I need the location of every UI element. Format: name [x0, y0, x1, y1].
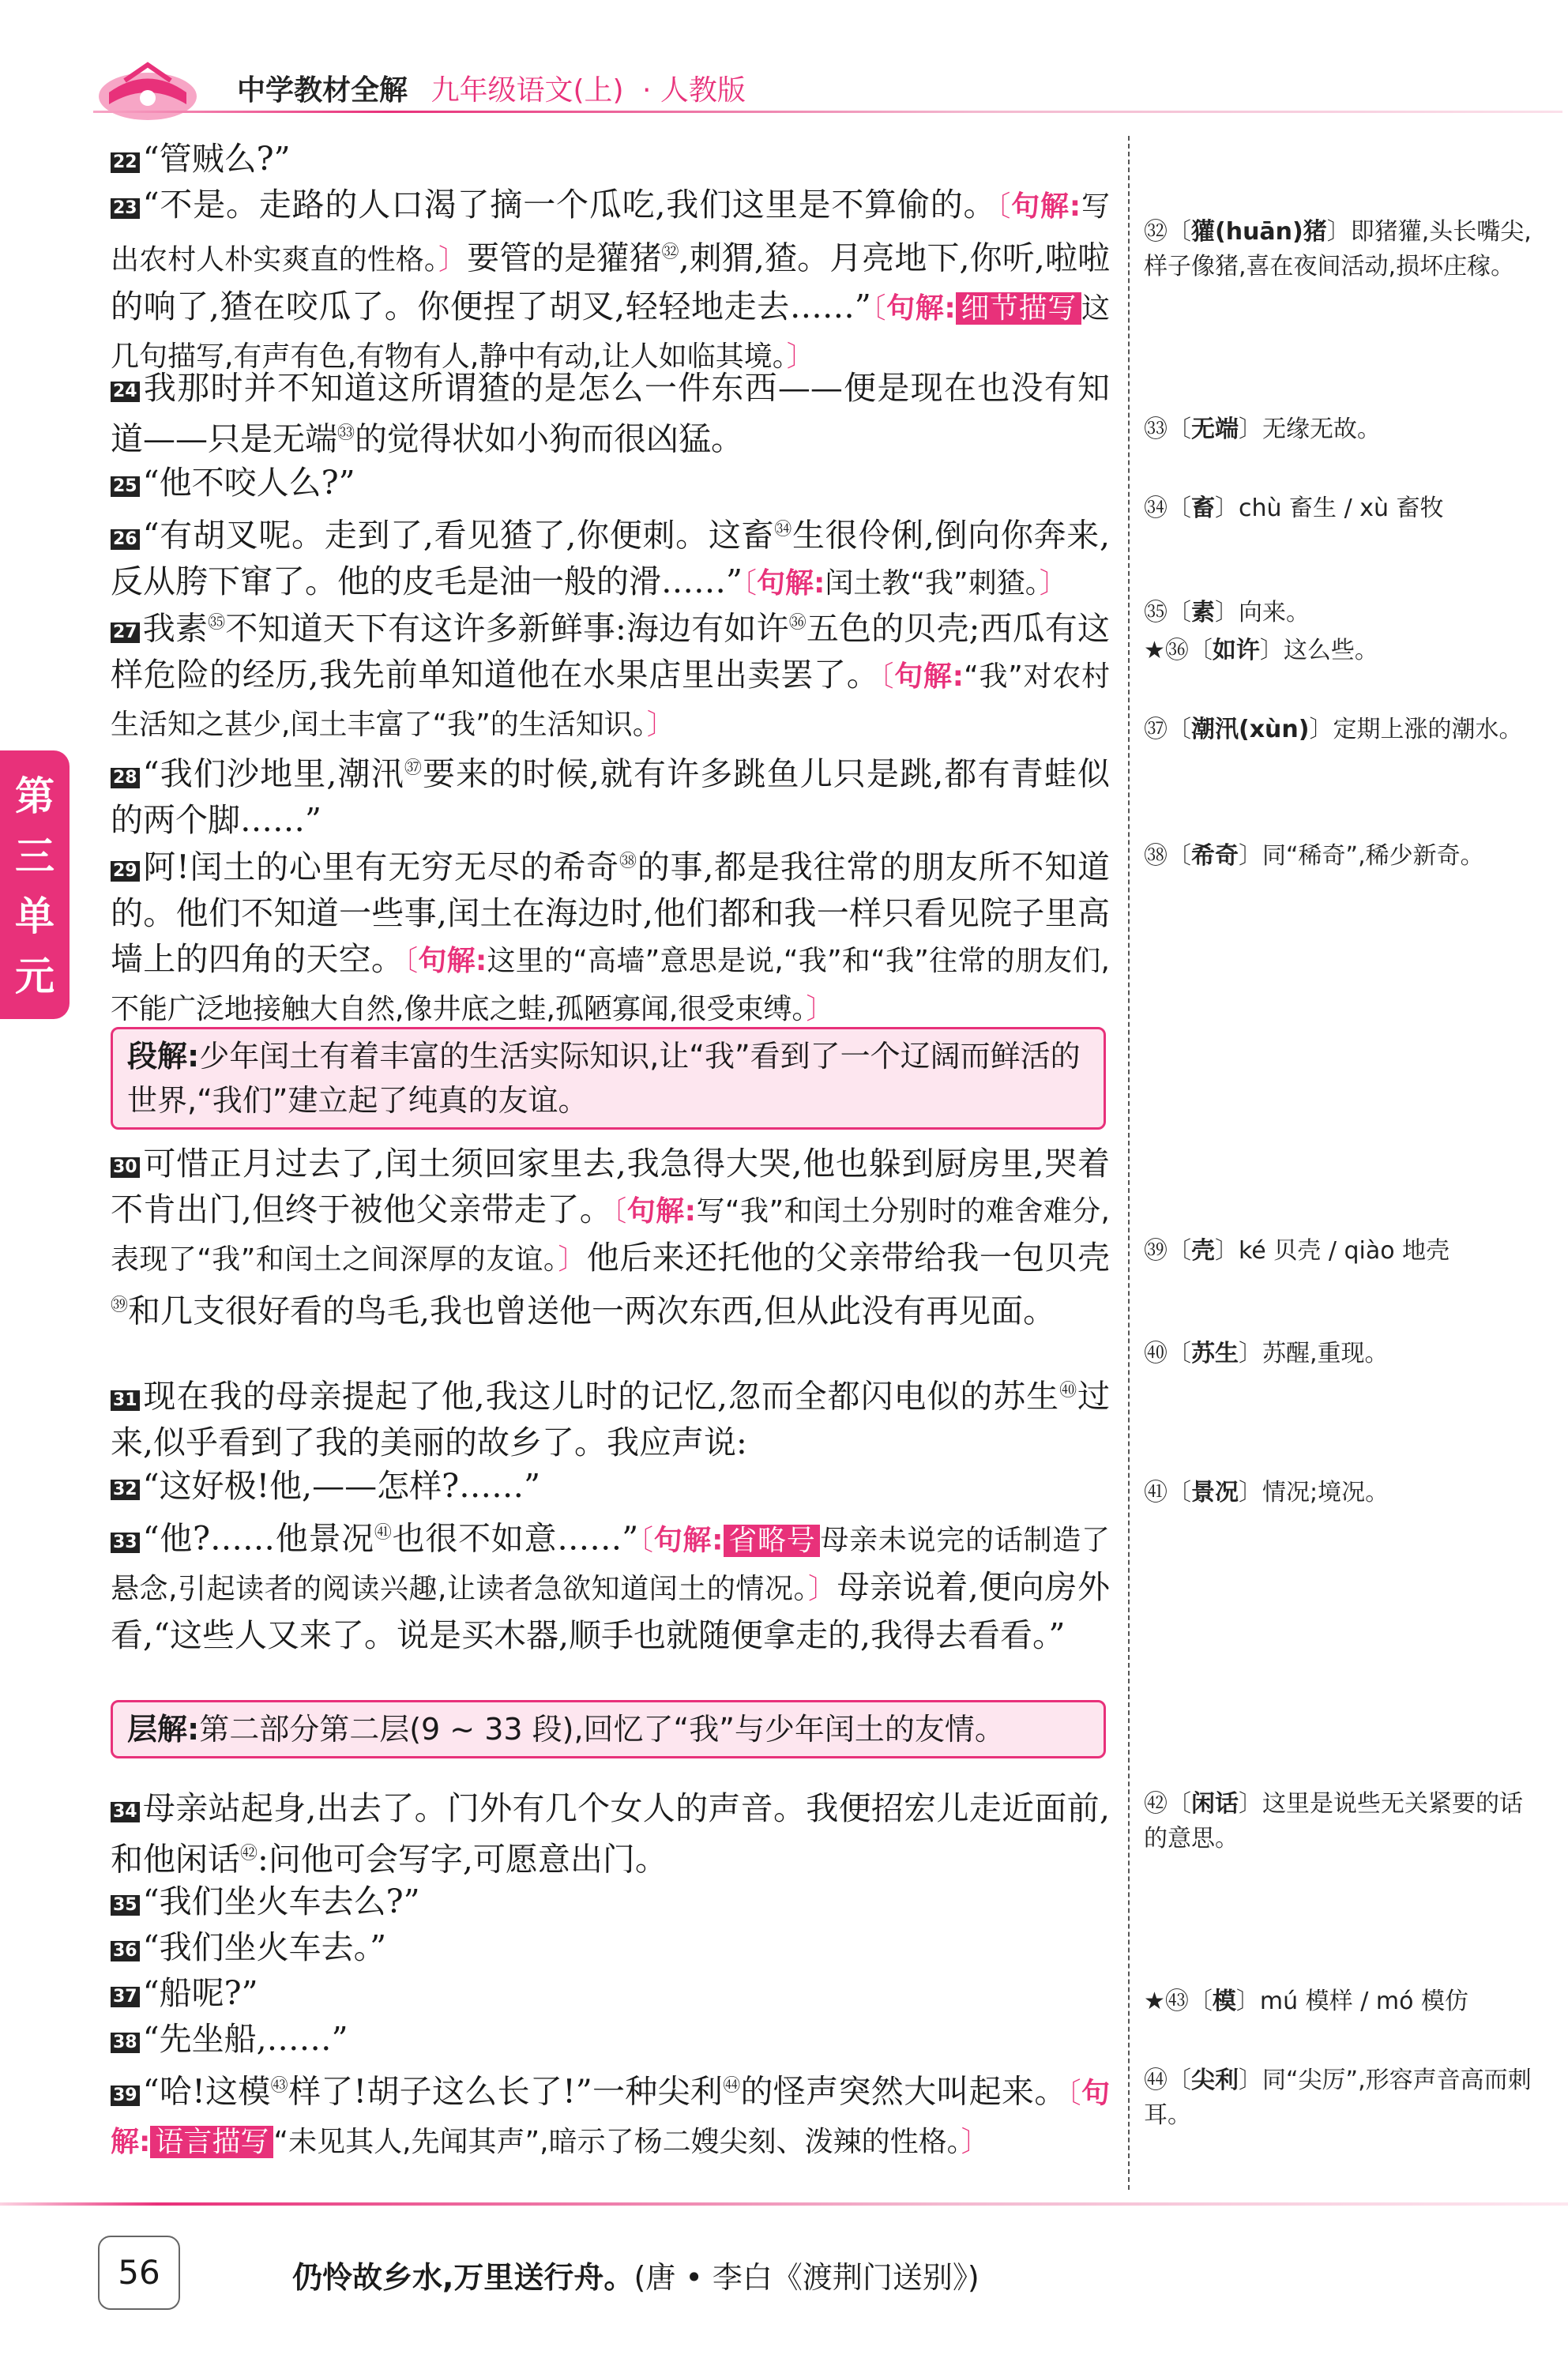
paragraph-number: 24: [111, 382, 140, 402]
paragraph-text: “管贼么?”: [142, 140, 291, 178]
footnote-term: 壳: [1191, 1237, 1215, 1265]
sentence-note: 这几句描写,有声有色,有物有人,静中有动,让人如临其境。: [111, 291, 1110, 373]
paragraph-text: 要来的时候,就有许多跳鱼儿只是跳,都有青蛙似的两个脚……”: [111, 754, 1110, 839]
footnote-text: chù 畜生 / xù 畜牧: [1239, 495, 1444, 522]
paragraph-38: [111, 2016, 1110, 2062]
paragraph-22: [111, 136, 1110, 182]
paragraph-number: 26: [111, 529, 140, 550]
paragraph-36: [111, 1924, 1110, 1970]
paragraph-34: 34 母亲站起身,出去了。门外有几个女人的声音。我便招宏儿走近面前,和他闲话$^㊷$:问他可会写字,可愿意出门。: [111, 1789, 1110, 1879]
paragraph-text: ,刺猬,猹。月亮地下,你听,啦啦的响了,猹在咬瓜了。你便捏了胡叉,轻轻地走去……”: [111, 239, 1110, 325]
paragraph-39: 39 “哈!这模$^㊸$样了!胡子这么长了!”一种尖利$^㊹$的怪声突然大叫起来。〔句解: 语言描写 “未见其人,先闻其声”,暗示了杨二嫂尖刻、泼辣的性格。〕: [111, 2072, 1110, 2158]
paragraph-text: “我们坐火车去。”: [142, 1928, 387, 1966]
note-label: 句解:: [756, 566, 825, 600]
footnote-term: 希奇: [1191, 842, 1239, 870]
footnote-term: 尖利: [1191, 2067, 1239, 2094]
page-number: 56: [98, 2236, 180, 2310]
note-label: 句解:: [418, 944, 487, 977]
footnote-text: 这里是说些无关紧要的话的意思。: [1144, 1790, 1523, 1852]
column-divider: [1128, 136, 1130, 2190]
note-tag: 语言描写: [150, 2126, 273, 2158]
note-tag: 细节描写: [956, 292, 1081, 325]
paragraph-text: 的怪声突然大叫起来。: [740, 2072, 1067, 2111]
paragraph-number: 29: [111, 861, 140, 882]
footnote-32: ㉜〔獾(huān)猪〕即猪獾,头长嘴尖,样子像猪,喜在夜间活动,损坏庄稼。: [1144, 218, 1532, 280]
paragraph-number: 22: [111, 152, 140, 173]
footnote-text: mú 模样 / mó 模仿: [1259, 1988, 1468, 2015]
paragraph-text: “不是。走路的人口渴了摘一个瓜吃,我们这里是不算偷的。: [142, 186, 997, 224]
quote-text: 仍怜故乡水,万里送行舟。: [292, 2260, 634, 2295]
paragraph-text: 也很不如意……”: [392, 1519, 639, 1558]
paragraph-text: 的觉得状如小狗而很凶猛。: [355, 419, 744, 458]
footnote-36: ★㊱〔如许〕这么些。: [1144, 637, 1378, 664]
star-icon: ★: [1144, 1988, 1165, 2015]
sentence-note: 母亲未说完的话制造了悬念,引起读者的阅读兴趣,让读者急欲知道闰土的情况。: [111, 1524, 1110, 1605]
paragraph-text: 过来,似乎看到了我的美丽的故乡了。我应声说:: [111, 1377, 1110, 1461]
paragraph-text: 和几支很好看的鸟毛,我也曾送他一两次东西,但从此没有再见面。: [128, 1292, 1056, 1330]
header-divider: [93, 111, 1562, 113]
unit-tab: [0, 750, 70, 1019]
grade-title: 九年级语文(上): [431, 74, 624, 107]
paragraph-text: 我素: [142, 609, 209, 648]
paragraph-number: 39: [111, 2086, 140, 2106]
book-title: 中学教材全解: [237, 74, 408, 107]
paragraph-text: 阿!闰土的心里有无穷无尽的希奇: [142, 848, 619, 886]
footnote-text: ké 贝壳 / qiào 地壳: [1239, 1237, 1450, 1265]
layer-summary-box: [111, 1700, 1106, 1758]
sentence-note: 闰土教“我”刺猹。: [825, 566, 1040, 600]
footnote-text: 苏醒,重现。: [1262, 1340, 1389, 1367]
footnote-term: 如许: [1212, 637, 1260, 664]
paragraph-text: 现在我的母亲提起了他,我这儿时的记忆,忽而全都闪电似的苏生: [142, 1377, 1060, 1416]
paragraph-26: 26 “有胡叉呢。走到了,看见猹了,你便刺。这畜$^㉞$生很伶俐,倒向你奔来,反从胯下窜了。他的皮毛是油一般的滑……”〔句解:闰土教“我”刺猹。〕: [111, 516, 1110, 600]
note-label: 句解:: [111, 2077, 1110, 2158]
footnote-term: 无端: [1191, 416, 1239, 443]
paragraph-text: “这好极!他,——怎样?……”: [142, 1467, 541, 1505]
footnote-text: 向来。: [1239, 599, 1310, 626]
paragraph-text: “他?……他景况: [142, 1519, 374, 1558]
paragraph-text: 母亲站起身,出去了。门外有几个女人的声音。我便招宏儿走近面前,和他闲话: [111, 1789, 1110, 1879]
footnote-text: 同“尖厉”,形容声音高而刺耳。: [1144, 2067, 1532, 2129]
footnote-text: 无缘无故。: [1262, 416, 1381, 443]
paragraph-number: 30: [111, 1157, 140, 1178]
edition-label: · 人教版: [642, 74, 746, 107]
footnote-39: ㊴〔壳〕ké 贝壳 / qiào 地壳: [1144, 1237, 1450, 1265]
footer-quote: [292, 2253, 980, 2296]
paragraph-24: 24 我那时并不知道这所谓猹的是怎么一件东西——便是现在也没有知道——只是无端$^㉝$的觉得状如小狗而很凶猛。: [111, 369, 1110, 458]
paragraph-23: 23 “不是。走路的人口渴了摘一个瓜吃,我们这里是不算偷的。〔句解:写出农村人朴实爽直的性格。〕要管的是獾猪$^㉜$,刺猬,猹。月亮地下,你听,啦啦的响了,猹在咬瓜了。你便捏了胡叉,轻轻地走去……”〔句解: 细节描写 这几句描写,有声有色,有物有人,静中有动,让人如临其境。〕: [111, 186, 1110, 373]
paragraph-number: 23: [111, 198, 140, 219]
summary-text: 少年闰土有着丰富的生活实际知识,让“我”看到了一个辽阔而鲜活的世界,“我们”建立起了纯真的友谊。: [127, 1039, 1081, 1118]
paragraph-number: 35: [111, 1895, 140, 1916]
paragraph-text: “我们坐火车去么?”: [142, 1882, 420, 1920]
unit-tab-label: 第三单元: [15, 773, 55, 999]
footnote-38: ㊳〔希奇〕同“稀奇”,稀少新奇。: [1144, 842, 1484, 870]
footnote-43: ★㊸〔模〕mú 模样 / mó 模仿: [1144, 1988, 1468, 2015]
paragraph-27: 27 我素$^㉟$不知道天下有这许多新鲜事:海边有如许$^㊱$五色的贝壳;西瓜有这样危险的经历,我先前单知道他在水果店里出卖罢了。〔句解:“我”对农村生活知之甚少,闰土丰富了“我”的生活知识。〕: [111, 609, 1110, 741]
quote-source: (唐 • 李白《渡荆门送别》): [634, 2260, 980, 2295]
paragraph-summary-box: [111, 1027, 1106, 1130]
paragraph-text: 我那时并不知道这所谓猹的是怎么一件东西——便是现在也没有知道——只是无端: [111, 369, 1110, 458]
paragraph-number: 36: [111, 1941, 140, 1961]
note-tag: 省略号: [724, 1525, 821, 1557]
footnote-35: ㉟〔素〕向来。: [1144, 599, 1310, 626]
sentence-note: “未见其人,先闻其声”,暗示了杨二嫂尖刻、泼辣的性格。: [273, 2125, 961, 2158]
paragraph-text: 样了!胡子这么长了!”一种尖利: [288, 2072, 724, 2111]
footnote-37: ㊲〔潮汛(xùn)〕定期上涨的潮水。: [1144, 716, 1523, 743]
paragraph-text: “船呢?”: [142, 1974, 258, 2012]
paragraph-37: [111, 1970, 1110, 2016]
paragraph-text: “我们沙地里,潮汛: [142, 754, 404, 793]
footnote-40: ㊵〔苏生〕苏醒,重现。: [1144, 1340, 1389, 1367]
footnote-term: 闲话: [1191, 1790, 1239, 1818]
footnote-term: 潮汛(xùn): [1191, 716, 1310, 743]
paragraph-text: 母亲说着,便向房外看,“这些人又来了。说是买木器,顺手也就随便拿走的,我得去看看。”: [111, 1567, 1110, 1654]
footnote-term: 苏生: [1191, 1340, 1239, 1367]
footnote-term: 獾(huān)猪: [1191, 218, 1327, 246]
note-label: 句解:: [886, 291, 956, 325]
paragraph-32: [111, 1463, 1110, 1509]
paragraph-number: 34: [111, 1802, 140, 1822]
paragraph-text: “哈!这模: [142, 2072, 271, 2111]
sentence-note: 这里的“高墙”意思是说,“我”和“我”往常的朋友们,不能广泛地接触大自然,像井底之蛙,孤陋寡闻,很受束缚。: [111, 944, 1110, 1025]
footnote-34: ㉞〔畜〕chù 畜生 / xù 畜牧: [1144, 495, 1444, 522]
footnote-44: ㊹〔尖利〕同“尖厉”,形容声音高而刺耳。: [1144, 2067, 1532, 2129]
paragraph-number: 27: [111, 622, 140, 643]
paragraph-text: 的事,都是我往常的朋友所不知道的。他们不知道一些事,闰土在海边时,他们都和我一样只看见院子里高墙上的四角的天空。: [111, 848, 1111, 978]
footnote-term: 畜: [1191, 495, 1215, 522]
summary-text: 第二部分第二层(9 ~ 33 段),回忆了“我”与少年闰土的友情。: [199, 1712, 1005, 1747]
note-label: 句解:: [1011, 190, 1081, 223]
paragraph-text: 可惜正月过去了,闰土须回家里去,我急得大哭,他也躲到厨房里,哭着不肯出门,但终于被他父亲带走了。: [111, 1145, 1110, 1228]
paragraph-number: 33: [111, 1533, 140, 1553]
star-icon: ★: [1144, 637, 1165, 664]
paragraph-number: 37: [111, 1987, 140, 2007]
paragraph-text: “先坐船,……”: [142, 2020, 348, 2058]
summary-label: 段解:: [127, 1039, 200, 1074]
paragraph-text: “他不咬人么?”: [142, 464, 355, 502]
footer-divider: [0, 2202, 1568, 2206]
paragraph-30: 30 可惜正月过去了,闰土须回家里去,我急得大哭,他也躲到厨房里,哭着不肯出门,但终于被他父亲带走了。〔句解:写“我”和闰土分别时的难舍难分,表现了“我”和闰土之间深厚的友谊。〕他后来还托他的父亲带给我一包贝壳$^㊴$和几支很好看的鸟毛,我也曾送他一两次东西,但从此没有再见面。: [111, 1145, 1110, 1330]
page-header: [0, 0, 1568, 126]
paragraph-number: 38: [111, 2033, 140, 2053]
footnote-42: ㊷〔闲话〕这里是说些无关紧要的话的意思。: [1144, 1790, 1523, 1852]
paragraph-28: 28 “我们沙地里,潮汛$^㊲$要来的时候,就有许多跳鱼儿只是跳,都有青蛙似的两个脚……”: [111, 754, 1110, 839]
paragraph-number: 25: [111, 476, 140, 497]
paragraph-29: 29 阿!闰土的心里有无穷无尽的希奇$^㊳$的事,都是我往常的朋友所不知道的。他们不知道一些事,闰土在海边时,他们都和我一样只看见院子里高墙上的四角的天空。〔句解:这里的“高墙”意思是说,“我”和“我”往常的朋友们,不能广泛地接触大自然,像井底之蛙,孤陋寡闻,很受束缚。〕: [111, 848, 1111, 1025]
paragraph-text: 他后来还托他的父亲带给我一包贝壳: [586, 1239, 1110, 1277]
footnote-text: 情况;境况。: [1262, 1479, 1389, 1506]
footnote-text: 定期上涨的潮水。: [1333, 716, 1523, 743]
paragraph-number: 28: [111, 768, 140, 788]
footnote-term: 模: [1212, 1988, 1236, 2015]
footnote-term: 景况: [1191, 1479, 1239, 1506]
paragraph-33: 33 “他?……他景况$^㊶$也很不如意……”〔句解: 省略号 母亲未说完的话制造了悬念,引起读者的阅读兴趣,让读者急欲知道闰土的情况。〕母亲说着,便向房外看,“这些人又来了。说是买木器,顺手也就随便拿走的,我得去看看。”: [111, 1519, 1110, 1654]
paragraph-text: “有胡叉呢。走到了,看见猹了,你便刺。这畜: [142, 516, 775, 555]
book-logo-icon: [93, 49, 202, 126]
paragraph-text: 生很伶俐,倒向你奔来,反从胯下窜了。他的皮毛是油一般的滑……”: [111, 516, 1110, 600]
paragraph-number: 31: [111, 1390, 140, 1411]
sentence-note: 写出农村人朴实爽直的性格。: [111, 190, 1110, 276]
sentence-note: 写“我”和闰土分别时的难舍难分,表现了“我”和闰土之间深厚的友谊。: [111, 1195, 1110, 1276]
footnote-term: 素: [1191, 599, 1215, 626]
paragraph-text: 五色的贝壳;西瓜有这样危险的经历,我先前单知道他在水果店里出卖罢了。: [111, 609, 1110, 694]
sentence-note: “我”对农村生活知之甚少,闰土丰富了“我”的生活知识。: [111, 660, 1110, 741]
paragraph-25: [111, 460, 1110, 506]
note-label: 句解:: [894, 660, 964, 693]
paragraph-text: 不知道天下有这许多新鲜事:海边有如许: [225, 609, 789, 648]
footnote-33: ㉝〔无端〕无缘无故。: [1144, 416, 1381, 443]
note-label: 句解:: [626, 1195, 697, 1228]
paragraph-35: [111, 1879, 1110, 1924]
footnote-41: ㊶〔景况〕情况;境况。: [1144, 1479, 1389, 1506]
paragraph-number: 32: [111, 1480, 140, 1500]
header-title: [237, 68, 746, 108]
footnote-text: 同“稀奇”,稀少新奇。: [1262, 842, 1484, 870]
summary-label: 层解:: [127, 1712, 200, 1747]
paragraph-text: 要管的是獾猪: [467, 239, 662, 277]
footnote-text: 这么些。: [1283, 637, 1378, 664]
footnote-text: 即猪獾,头长嘴尖,样子像猪,喜在夜间活动,损坏庄稼。: [1144, 218, 1532, 280]
paragraph-text: :问他可会写字,可愿意出门。: [258, 1840, 667, 1879]
note-label: 句解:: [653, 1524, 724, 1557]
paragraph-31: 31 现在我的母亲提起了他,我这儿时的记忆,忽而全都闪电似的苏生$^㊵$过来,似乎看到了我的美丽的故乡了。我应声说:: [111, 1377, 1110, 1461]
